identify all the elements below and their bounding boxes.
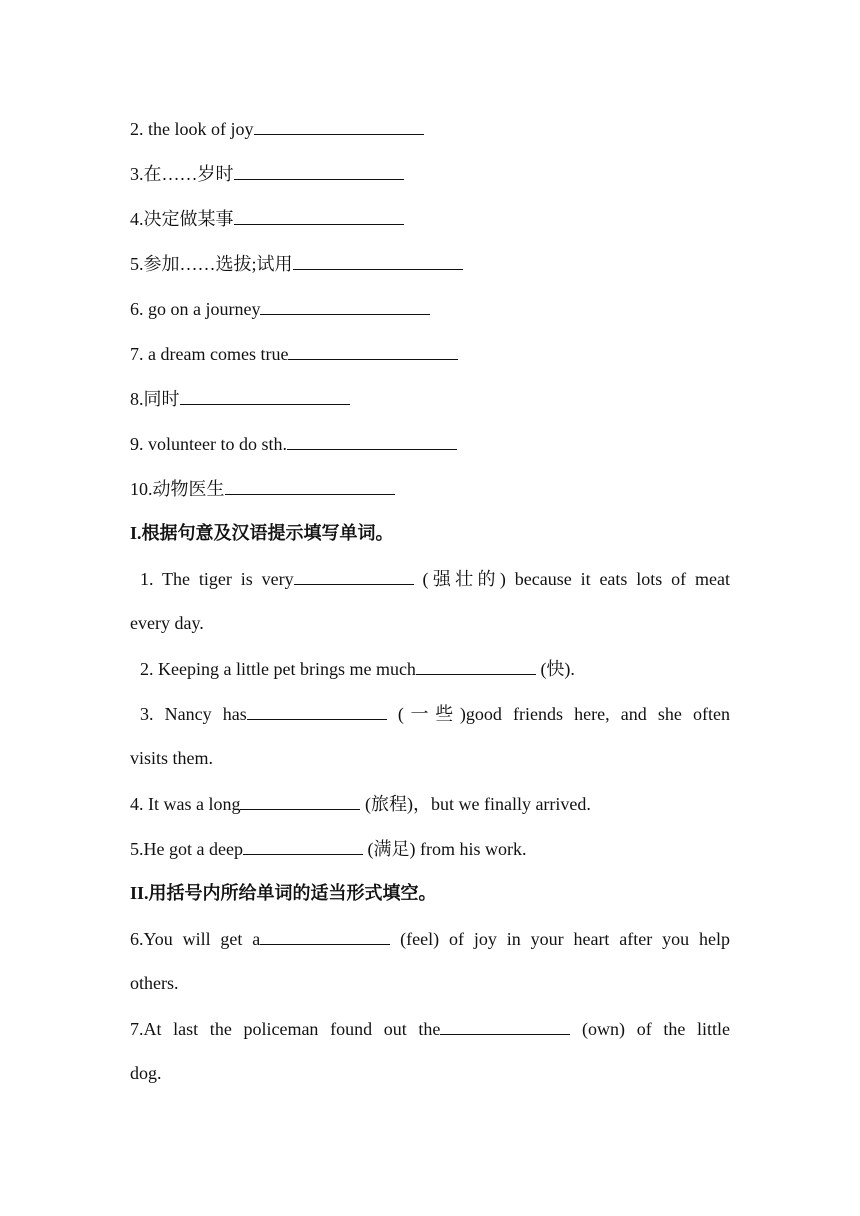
question-1: 1. The tiger is very (强壮的) because it eats lots of meat <box>140 566 730 591</box>
vocab-item: 6. go on a journey <box>130 296 730 321</box>
answer-blank[interactable] <box>260 926 390 945</box>
answer-blank[interactable] <box>260 296 430 315</box>
vocab-item: 3.在……岁时 <box>130 161 730 186</box>
question-6-continued: others. <box>130 973 179 993</box>
answer-blank[interactable] <box>254 116 424 135</box>
section-heading: II.用括号内所给单词的适当形式填空。 <box>130 883 437 903</box>
vocab-item: 8.同时 <box>130 386 730 411</box>
answer-blank[interactable] <box>293 251 463 270</box>
answer-blank[interactable] <box>240 791 360 810</box>
vocab-item: 2. the look of joy <box>130 116 730 141</box>
answer-blank[interactable] <box>294 566 414 585</box>
question-3-continued: visits them. <box>130 748 214 768</box>
vocab-item: 10.动物医生 <box>130 476 730 501</box>
vocab-item: 9. volunteer to do sth. <box>130 431 730 456</box>
answer-blank[interactable] <box>288 341 458 360</box>
answer-blank[interactable] <box>225 476 395 495</box>
question-7: 7.At last the policeman found out the (own) of the little <box>130 1016 730 1041</box>
answer-blank[interactable] <box>243 836 363 855</box>
question-5: 5.He got a deep (满足) from his work. <box>130 836 730 861</box>
vocab-item: 7. a dream comes true <box>130 341 730 366</box>
vocab-item: 5.参加……选拔;试用 <box>130 251 730 276</box>
question-2: 2. Keeping a little pet brings me much (快). <box>140 656 740 681</box>
answer-blank[interactable] <box>416 656 536 675</box>
vocab-item: 4.决定做某事 <box>130 206 730 231</box>
question-3: 3. Nancy has (一些)good friends here, and she often <box>140 701 730 726</box>
answer-blank[interactable] <box>287 431 457 450</box>
answer-blank[interactable] <box>440 1016 570 1035</box>
answer-blank[interactable] <box>234 206 404 225</box>
question-6: 6.You will get a (feel) of joy in your heart after you help <box>130 926 730 951</box>
answer-blank[interactable] <box>234 161 404 180</box>
answer-blank[interactable] <box>247 701 387 720</box>
answer-blank[interactable] <box>180 386 350 405</box>
question-1-continued: every day. <box>130 613 204 633</box>
question-4: 4. It was a long (旅程)，but we finally arrived. <box>130 791 730 816</box>
question-7-continued: dog. <box>130 1063 162 1083</box>
section-heading: I.根据句意及汉语提示填写单词。 <box>130 523 394 543</box>
